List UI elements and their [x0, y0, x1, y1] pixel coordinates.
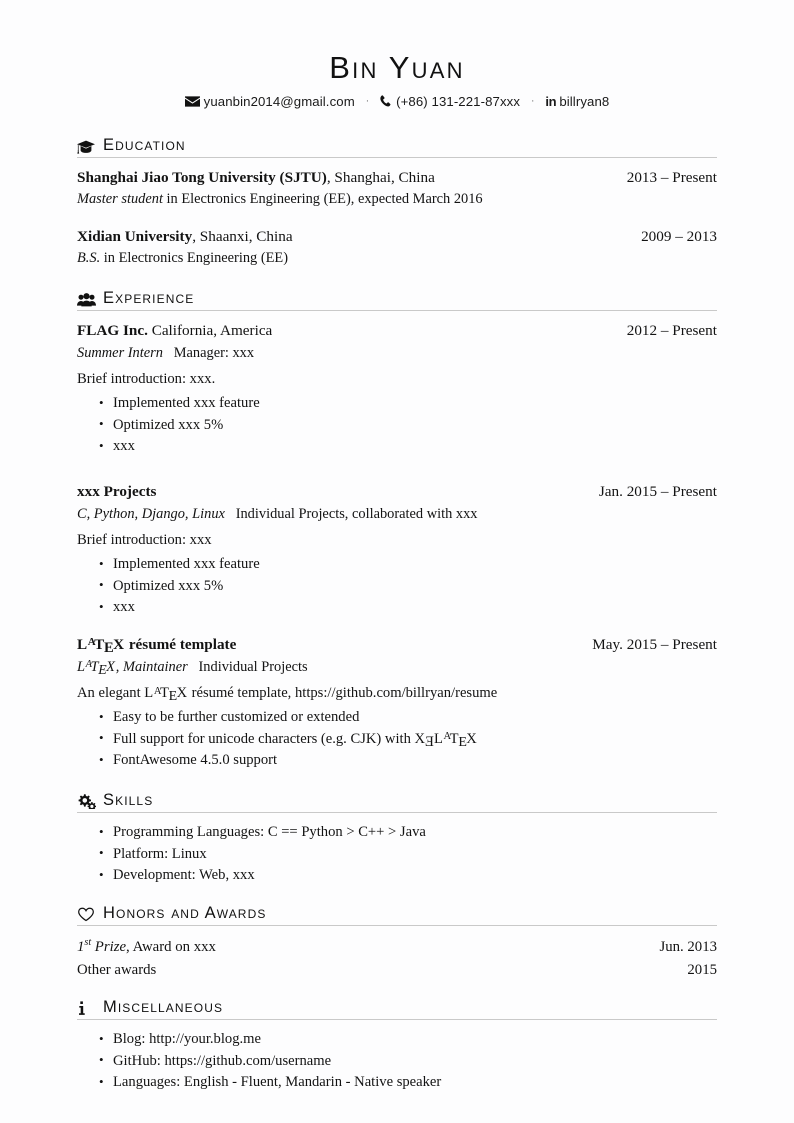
list-item: • Easy to be further customized or extended	[99, 707, 717, 729]
section-title-education: Education	[103, 135, 186, 154]
education-degree	[77, 189, 717, 211]
section-title-experience: Experience	[103, 289, 195, 308]
education-degree-detail: in Electronics Engineering (EE)	[100, 250, 288, 267]
page-title: Bin Yuan	[329, 50, 465, 85]
experience-entry-header	[77, 320, 717, 342]
experience-bullet-list	[77, 707, 717, 772]
list-item: • Blog: http://your.blog.me	[99, 1029, 717, 1051]
experience-project	[77, 634, 236, 656]
section-miscellaneous	[77, 998, 717, 1094]
experience-date: Jan. 2015 – Present	[598, 483, 717, 501]
section-rule-miscellaneous	[77, 1019, 717, 1020]
award-date: Jun. 2013	[659, 939, 717, 956]
education-institution	[77, 226, 293, 248]
award-date: 2015	[687, 961, 717, 978]
list-item: • GitHub: https://github.com/username	[99, 1051, 717, 1073]
spacer	[77, 213, 717, 226]
list-item: • Programming Languages: C == Python > C++ > Java	[99, 822, 717, 844]
experience-project-name: résumé template	[125, 635, 237, 653]
experience-entry	[77, 634, 717, 772]
education-entry-header	[77, 226, 717, 248]
award-prize-ordinal: st	[84, 937, 92, 949]
education-date: 2009 – 2013	[641, 227, 717, 245]
linkedin-in-icon: in	[545, 93, 557, 109]
section-education	[77, 136, 717, 271]
list-item: • Languages: English - Fluent, Mandarin - Native speaker	[99, 1072, 717, 1094]
experience-project	[77, 481, 156, 503]
latex-logo: $L^ATEX$	[77, 658, 115, 677]
experience-tech-stack: C, Python, Django, Linux	[77, 505, 225, 522]
education-institution-name: Xidian University	[77, 227, 193, 245]
envelope-icon	[185, 95, 200, 110]
section-header-education	[77, 136, 717, 154]
latex-logo: $L^ATEX$	[77, 635, 125, 656]
education-entry-header	[77, 167, 717, 189]
experience-description	[77, 683, 717, 705]
award-description: , Award on xxx	[126, 939, 216, 956]
miscellaneous-bullet-list	[77, 1029, 717, 1094]
education-entry	[77, 226, 717, 270]
section-rule-skills	[77, 812, 717, 813]
description-suffix: résumé template, https://github.com/billryan/resume	[187, 685, 498, 702]
contact-separator-2: ·	[530, 94, 535, 107]
education-location: , Shanghai, China	[326, 168, 435, 186]
section-title-skills: Skills	[103, 791, 154, 810]
list-item: • xxx	[99, 436, 717, 458]
experience-entry-header	[77, 481, 717, 503]
section-header-skills	[77, 791, 717, 809]
education-institution-name: Shanghai Jiao Tong University (SJTU)	[77, 168, 327, 186]
experience-date: 2012 – Present	[626, 322, 717, 340]
experience-company	[77, 320, 272, 342]
award-description: Other awards	[77, 961, 157, 978]
contact-email[interactable]: yuanbin2014@gmail.com	[203, 93, 355, 109]
spacer	[77, 621, 717, 634]
users-group-icon	[77, 292, 96, 307]
cogs-icon	[77, 794, 96, 809]
experience-description: Brief introduction: xxx.	[77, 371, 216, 388]
list-item: • Implemented xxx feature	[99, 393, 717, 415]
education-degree-role: B.S.	[77, 250, 101, 267]
section-header-honors	[77, 904, 717, 922]
section-header-miscellaneous	[77, 998, 717, 1016]
award-row	[77, 935, 717, 958]
experience-project-type: Individual Projects	[187, 658, 308, 675]
info-icon	[77, 1001, 96, 1016]
list-item: • Optimized xxx 5%	[99, 576, 717, 598]
list-item: • FontAwesome 4.5.0 support	[99, 750, 717, 772]
contact-line	[77, 94, 717, 110]
section-rule-honors	[77, 925, 717, 926]
experience-role-title: Summer Intern	[77, 344, 163, 361]
spacer	[77, 887, 717, 904]
xelatex-logo: $XEL^ATEX$	[414, 730, 477, 750]
spacer	[77, 272, 717, 289]
description-prefix: An elegant	[77, 685, 145, 702]
list-item: • Platform: Linux	[99, 844, 717, 866]
experience-entry	[77, 481, 717, 619]
experience-bullet-list	[77, 554, 717, 619]
section-title-honors: Honors and Awards	[103, 903, 267, 922]
experience-role	[77, 657, 717, 679]
experience-project-type: Individual Projects, collaborated with xxx	[224, 505, 478, 522]
experience-project-name: xxx Projects	[77, 483, 157, 501]
experience-role	[77, 343, 717, 365]
list-item: • Development: Web, xxx	[99, 865, 717, 887]
award-text	[77, 959, 156, 981]
award-prize-number: 1	[77, 939, 85, 956]
latex-logo: $L^ATEX$	[144, 685, 188, 705]
education-location: , Shaanxi, China	[192, 227, 293, 245]
experience-company-name: FLAG Inc.	[77, 322, 148, 340]
heart-outline-icon	[77, 907, 96, 922]
list-item: • Implemented xxx feature	[99, 554, 717, 576]
experience-role-title: , Maintainer	[115, 658, 188, 675]
contact-phone[interactable]: (+86) 131-221-87xxx	[396, 93, 521, 109]
section-rule-experience	[77, 310, 717, 311]
education-degree-detail: in Electronics Engineering (EE), expected March 2016	[162, 191, 483, 208]
contact-linkedin[interactable]: billryan8	[559, 93, 610, 109]
section-title-miscellaneous: Miscellaneous	[103, 998, 224, 1017]
education-degree	[77, 248, 717, 270]
section-honors	[77, 904, 717, 981]
experience-role	[77, 504, 717, 526]
experience-entry-header	[77, 634, 717, 656]
experience-location: California, America	[147, 322, 273, 340]
section-experience	[77, 289, 717, 772]
phone-icon	[380, 95, 392, 110]
section-skills	[77, 791, 717, 887]
experience-manager: Manager: xxx	[162, 344, 255, 361]
section-rule-education	[77, 157, 717, 158]
education-institution	[77, 167, 435, 189]
education-date: 2013 – Present	[626, 168, 717, 186]
education-degree-role: Master student	[77, 191, 163, 208]
education-entry	[77, 167, 717, 211]
award-prize-label: Prize	[91, 939, 127, 956]
spacer	[77, 460, 717, 481]
award-text	[77, 935, 216, 958]
experience-bullet-list	[77, 393, 717, 458]
experience-entry	[77, 320, 717, 458]
spacer	[77, 774, 717, 791]
spacer	[77, 981, 717, 998]
section-header-experience	[77, 289, 717, 307]
experience-description: Brief introduction: xxx	[77, 532, 212, 549]
contact-separator-1: ·	[365, 94, 370, 107]
award-row	[77, 959, 717, 981]
list-item: • xxx	[99, 597, 717, 619]
list-item: • Optimized xxx 5%	[99, 415, 717, 437]
experience-date: May. 2015 – Present	[592, 635, 717, 653]
list-item	[99, 729, 717, 751]
skills-bullet-list	[77, 822, 717, 887]
bullet-text-prefix: Full support for unicode characters (e.g. CJK) with	[113, 730, 415, 747]
graduation-cap-icon	[77, 139, 96, 154]
